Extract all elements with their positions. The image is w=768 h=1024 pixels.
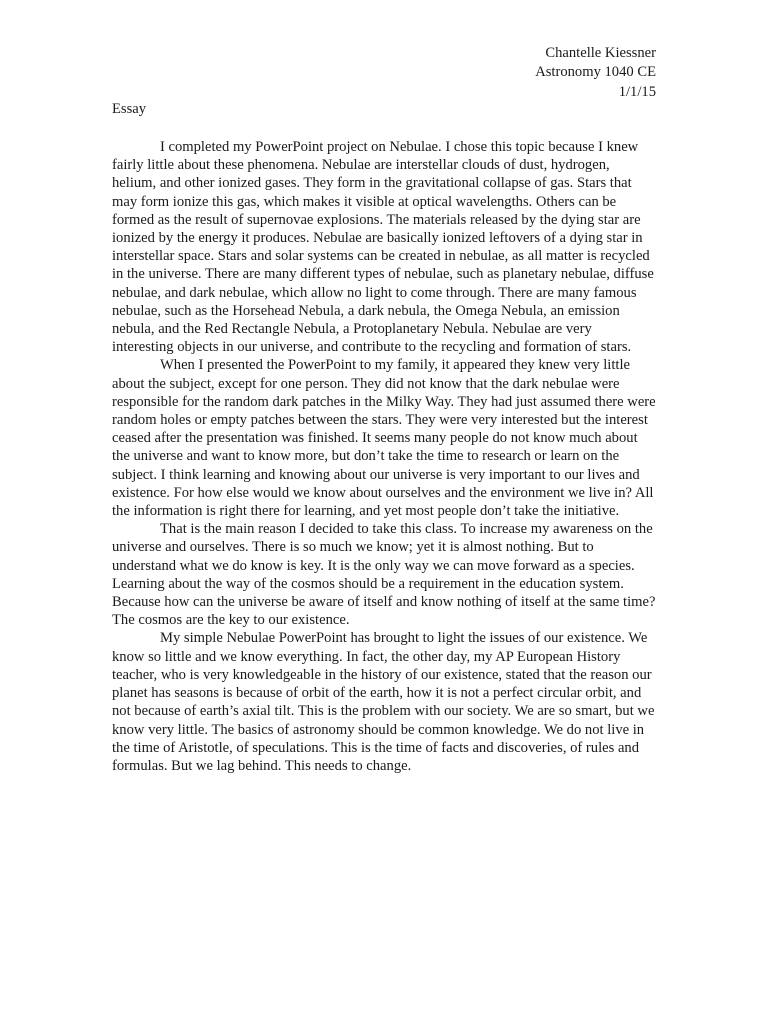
- paragraph-4: My simple Nebulae PowerPoint has brought to light the issues of our existence. We know so little and we know everything. In fact, the other day, my AP European History teacher, who is very knowledgeable in the history of our existence, stated that the reason our planet has seasons is because of orbit of the earth, how it is not a perfect circular orbit, and not because of earth’s axial tilt. This is the problem with our society. We are so smart, but we know very little. The basics of astronomy should be common knowledge. We do not live in the time of Aristotle, of speculations. This is the time of facts and discoveries, of rules and formulas. But we lag behind. This needs to change.: [112, 630, 655, 774]
- course-name: Astronomy 1040 CE: [535, 64, 656, 81]
- document-date: 1/1/15: [618, 83, 656, 100]
- paragraph-3: That is the main reason I decided to take this class. To increase my awareness on the universe and ourselves. There is so much we know; yet it is almost nothing. But to understand what we do know is key. It is the only way we can move forward as a species. Learning about the way of the cosmos should be a requirement in the education system. Because how can the universe be aware of itself and know nothing of itself at the same time? The cosmos are the key to our existence.: [112, 521, 656, 629]
- paragraph-2: When I presented the PowerPoint to my family, it appeared they knew very little about the subject, except for one person. They did not know that the dark nebulae were responsible for the random dark patches in the Milky Way. They had just assumed there were random holes or empty patches between the stars. They were very interested but the interest ceased after the presentation was finished. It seems many people do not know much about the universe and want to know more, but don’t take the time to research or learn on the subject. I think learning and knowing about our universe is very important to our lives and existence. For how else would we know about ourselves and the environment we live in? All the information is right there for learning, and yet most people don’t take the initiative.: [112, 357, 656, 520]
- essay-body: [112, 138, 657, 775]
- paragraph-1: I completed my PowerPoint project on Nebulae. I chose this topic because I knew fairly little about these phenomena. Nebulae are interstellar clouds of dust, hydrogen, helium, and other ionized gases. They form in the gravitational collapse of gas. Stars that may form ionize this gas, which makes it visible at optical wavelengths. Others can be formed as the result of supernovae explosions. The materials released by the dying star are ionized by the energy it produces. Nebulae are basically ionized leftovers of a dying star in interstellar space. Stars and solar systems can be created in nebulae, as all matter is recycled in the universe. There are many different types of nebulae, such as planetary nebulae, diffuse nebulae, and dark nebulae, which allow no light to come through. There are many famous nebulae, such as the Horsehead Nebula, a dark nebula, the Omega Nebula, an emission nebula, and the Red Rectangle Nebula, a Protoplanetary Nebula. Nebulae are very interesting objects in our universe, and contribute to the recycling and formation of stars.: [112, 139, 654, 356]
- author-name: Chantelle Kiessner: [545, 45, 656, 61]
- essay-title: Essay: [112, 101, 147, 117]
- document-header: [535, 44, 656, 102]
